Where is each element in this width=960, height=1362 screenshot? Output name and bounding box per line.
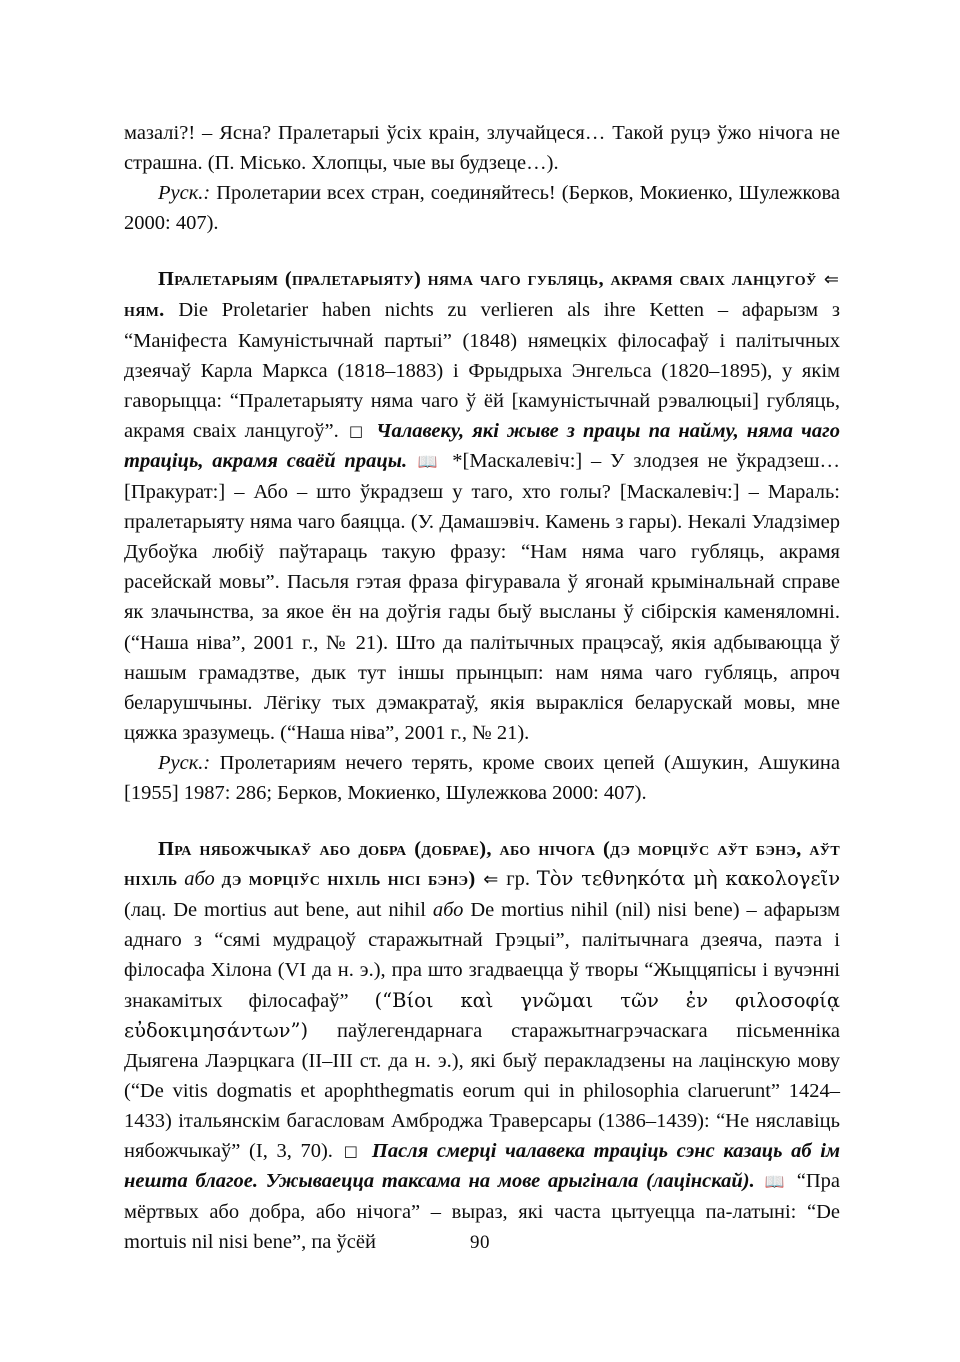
entry2-headword-part1: Пра нябожчыкаў або добра (добрае), або нічога (дэ морціўс аўт бэнэ, аўт ніхіль [124,838,840,891]
paragraph-russian-equivalent-2 [124,748,840,808]
entry-citations: *[Маскалевіч:] – У злодзея не ўкрадзеш… [Пракурат:] – Або – што ўкрадзеш у таго, хто голы? [Маскалевіч:] – Мараль: пралетарыяту няма чаго баяцца. (У. Дамашэвіч. Камень з гары). Некалі Уладзімер Дубоўка любіў паўтараць такую фразу: “Нам няма чаго губляць, акрамя расейскай мовы”. Пасьля гэтая фраза фігуравала ў ягонай крымінальнай справе як злачынства, за якое ён на доўгія гады быў высланы ў сібірскія каменяломні. (“Наша ніва”, 2001 г., № 21). Што да палітычных працэсаў, якія адбываюцца ў нашым грамадзтве, дык тут іншы прынцып: нам няма чаго губляць, апроч беларушчыны. Лёгіку тых дэмакратаў, якія выракліся беларускай мовы, мне цяжка зразумець. (“Наша ніва”, 2001 г., № 21). [124,449,841,744]
book-marker-icon: 📖 [417,451,442,471]
text-column [124,118,840,1257]
left-double-arrow-icon-2: ⇐ [483,869,499,891]
entry2-headword-part2: дэ морціўс ніхіль нісі бэнэ) [221,868,476,891]
paragraph-russian-equivalent-1 [124,178,840,238]
entry2-etymology: – афарызм аднаго з “сямі мудрацоў старажытнай Грэцыі”, палітычнага дзеяча, паэта і філосафа Хілона (VI да н. э.), пра што згадваецца ў творы “Жыццяпісы і вучэнні знакамітых філосафаў” [124,899,841,1012]
russian-equivalent-2-text: Пролетариям нечего терять, кроме своих цепей (Ашукин, Ашукина [1955] 1987: 286; Берков, Мокиенко, Шулежкова 2000: 407). [124,751,840,804]
continuation-quote-text: мазалі?! – Ясна? Пралетарыі ўсіх краін, злучайцеся… Такой руцэ ўжо нічога не страшна. (П. Місько. Хлопцы, чые вы будзеце…). [124,122,840,175]
entry-proletarians [124,264,840,748]
russian-equivalent-1-text: Пролетарии всех стран, соединяйтесь! (Берков, Мокиенко, Шулежкова 2000: 407). [124,182,841,235]
entry-de-mortuis: Пра нябожчыкаў або добра (добрае), або нічога (дэ морціўс аўт бэнэ, аўт ніхіль або дэ морціўс ніхіль нісі бэнэ) ⇐ гр. Τὸν τεθνηκότα μὴ κακολογεῖν (лац. De mortius aut bene, aut nihil або De mortius nihil (nil) nisi bene) – афарызм аднаго з “сямі мудрацоў старажытнай Грэцыі”, палітычнага дзеяча, паэта і філосафа Хілона (VI да н. э.), пра што згадваецца ў творы “Жыццяпісы і вучэнні знакамітых філосафаў” (“Βίοι καὶ γνῶμαι τῶν ἐν φιλοσοφίᾳ εὐδοκιμησάντων”) паўлегендарнага старажытнагрэчаскага пісьменніка Дыягена Лаэрцкага (II–III ст. да н. э.), які быў перакладзены на лацінскую мову (“De vitis dogmatis et apophthegmatis eorum qui in philosophia claruerunt” 1424–1433) італьянскім багасловам Амброджа Траверсары (1386–1439): “Не няславіць нябожчыкаў” (I, 3, 70). □ Пасля смерці чалавека траціць сэнс казаць аб ім нешта благое. Ужываецца таксама на мове арыгінала (лацінскай). 📖 “Пра мёртвых або добра, або нічога” – выраз, які часта цытуецца па-латыні: “De mortuis nil nisi bene”, па ўсёй [124,838,841,1254]
entry-headword: Пралетарыям (пралетарыяту) няма чаго губляць, акрамя сваіх ланцугоў [158,268,817,291]
entry2-greek-title: (“Βίοι καὶ γνῶμαι τῶν ἐν φιλοσοφίᾳ εὐδοκιμησάντων”) [124,988,841,1042]
entry2-latin-phrase-2: De mortius nihil (nil) nisi bene [470,899,733,922]
entry2-definition: Пасля смерці чалавека траціць сэнс казаць аб ім нешта благое. Ужываецца таксама на мове арыгінала (лацінскай). [124,1140,840,1193]
russian-label-2: Руск.: [158,751,211,774]
russian-label: Руск.: [158,182,211,205]
square-marker-icon: □ [348,421,367,440]
entry2-citations: “Пра мёртвых або добра, або нічога” – выраз, які часта цытуецца па-латыні: “De mortuis nil nisi bene”, па ўсёй [124,1170,840,1254]
entry2-greek-phrase: Τὸν τεθνηκότα μὴ κακολογεῖν [536,867,841,891]
book-marker-icon-2: 📖 [764,1172,787,1192]
entry2-source-language: гр. [506,868,530,891]
paragraph-continuation-quote [124,118,840,178]
entry2-latin-language: лац. [130,899,167,922]
entry2-headword-or: або [184,868,215,891]
entry2-etymology-cont: паўлегендарнага старажытнагрэчаскага пісьменніка Дыягена Лаэрцкага (II–III ст. да н. э.), які быў перакладзены на лацінскую мову (“De vitis dogmatis et apophthegmatis eorum qui in philosophia claruerunt” 1424–1433) італьянскім багасловам Амброджа Траверсары (1386–1439): “Не няславіць нябожчыкаў” (I, 3, 70). [124,1019,840,1162]
entry-definition: Чалавеку, які жыве з працы па найму, няма чаго траціць, акрамя сваёй працы. [124,419,840,472]
square-marker-icon-2: □ [343,1142,362,1160]
entry2-latin-or: або [432,899,464,922]
entry-etymology: – афарызм з “Маніфеста Камуністычнай партыі” (1848) нямецкіх філосафаў і палітычных дзеячаў Карла Маркса (1818–1883) і Фрыдрыха Энгельса (1820–1895), у якім гаворыцца: “Пралетарыяту няма чаго ў ёй [камуністычнай рэвалюцыі] губляць, акрамя сваіх ланцугоў”. [124,299,841,442]
entry2-latin-phrase-1: De mortius aut bene, aut nihil [173,899,426,922]
entry-source-phrase: Die Proletarier haben nichts zu verlieren als ihre Ketten [178,299,705,322]
page-number: 90 [470,1232,490,1253]
entry-source-language: ням. [124,299,165,322]
left-double-arrow-icon: ⇐ [823,269,839,291]
